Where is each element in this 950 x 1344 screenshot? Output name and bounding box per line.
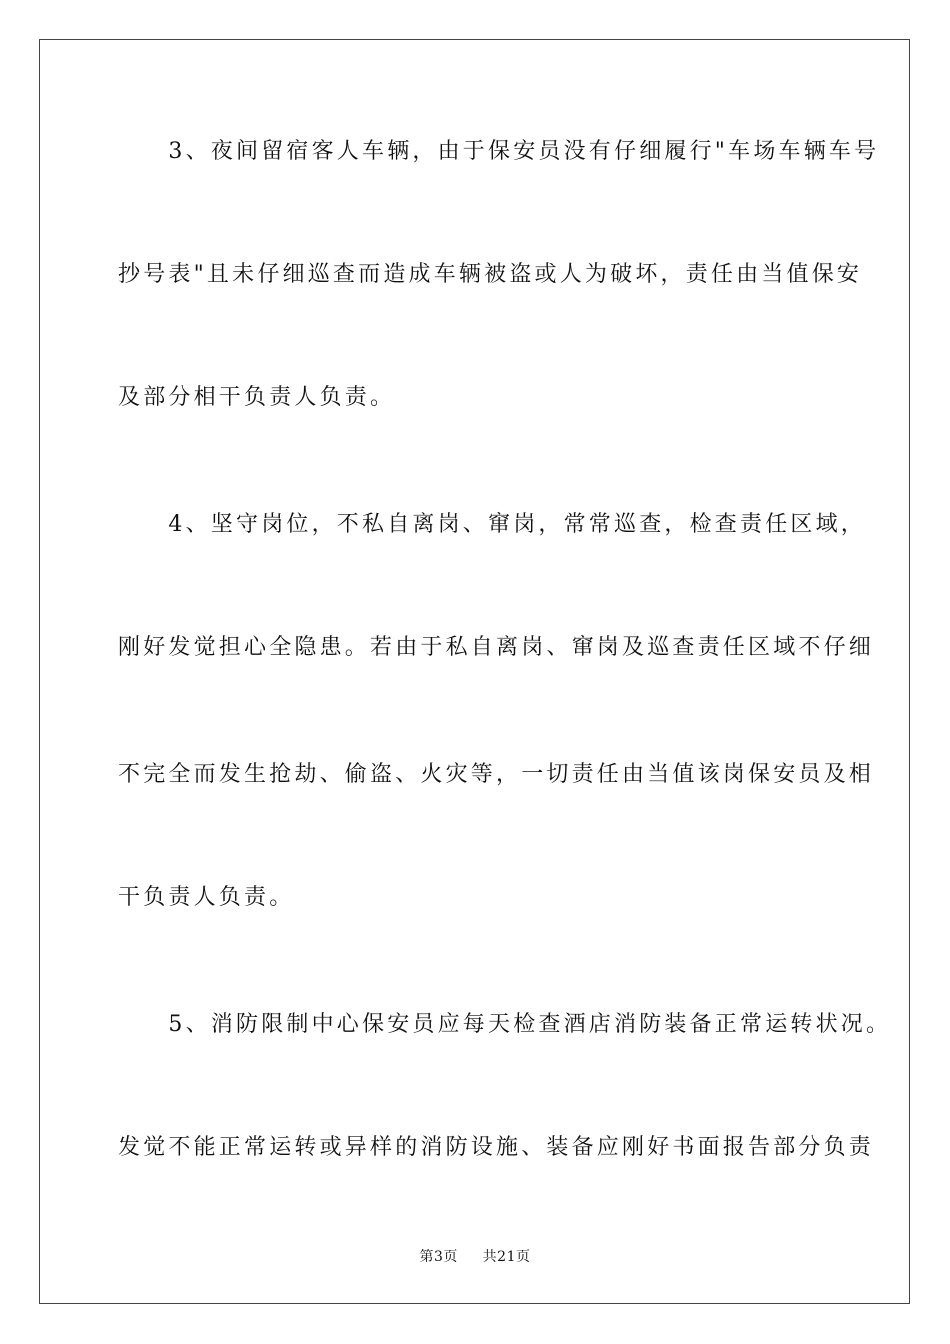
paragraph-5-line-2: 发觉不能正常运转或异样的消防设施、装备应刚好书面报告部分负责	[118, 1135, 875, 1160]
total-pages: 共21页	[482, 1249, 531, 1265]
paragraph-4-line-4: 干负责人负责。	[118, 885, 295, 910]
paragraph-4-line-1: 4、坚守岗位，不私自离岗、窜岗，常常巡查，检查责任区域，	[118, 512, 866, 537]
paragraph-4-line-2: 刚好发觉担心全隐患。若由于私自离岗、窜岗及巡查责任区域不仔细	[118, 635, 875, 660]
paragraph-3-line-2: 抄号表"且未仔细巡查而造成车辆被盗或人为破坏，责任由当值保安	[118, 262, 863, 287]
page-footer	[0, 1246, 950, 1266]
page-number: 第3页	[419, 1249, 458, 1265]
paragraph-5-line-1: 5、消防限制中心保安员应每天检查酒店消防装备正常运转状况。	[118, 1012, 892, 1037]
paragraph-3-line-3: 及部分相干负责人负责。	[118, 385, 396, 410]
paragraph-3-line-1: 3、夜间留宿客人车辆，由于保安员没有仔细履行"车场车辆车号	[118, 139, 880, 164]
page-border	[39, 39, 910, 1304]
paragraph-4-line-3: 不完全而发生抢劫、偷盗、火灾等，一切责任由当值该岗保安员及相	[118, 762, 875, 787]
